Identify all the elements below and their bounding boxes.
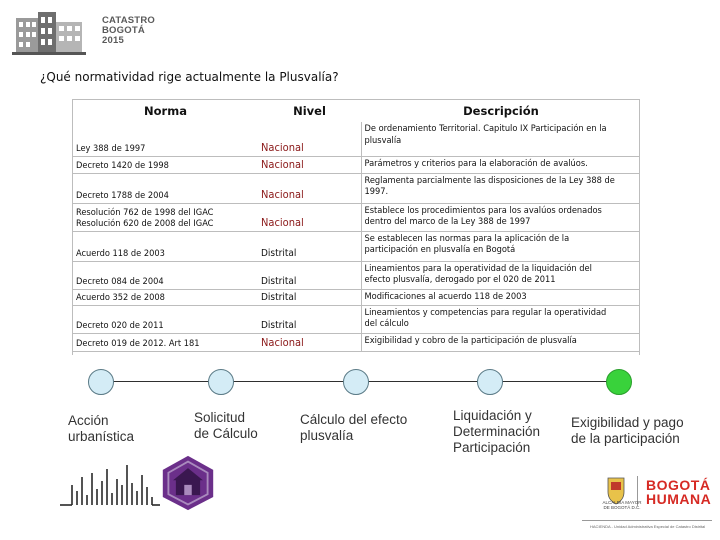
norma-text: Acuerdo 352 de 2008: [76, 292, 165, 303]
cell-descripcion: [361, 261, 640, 289]
hexagon-house-icon: [160, 454, 216, 512]
cell-norma: [73, 156, 258, 173]
nivel-text: Distrital: [261, 248, 297, 259]
timeline-label-line: urbanística: [68, 429, 135, 444]
nivel-text: Nacional: [261, 158, 304, 171]
timeline-label-line: Exigibilidad y pago: [571, 415, 684, 430]
timeline-node-4[interactable]: [477, 369, 503, 395]
cell-norma: [73, 305, 258, 333]
table-row: [73, 261, 640, 289]
cell-descripcion: [361, 231, 640, 261]
norma-text: Decreto 019 de 2012. Art 181: [76, 338, 200, 349]
table-row: [73, 333, 640, 351]
nivel-text: Distrital: [261, 276, 297, 287]
norma-text: Acuerdo 118 de 2003: [76, 248, 165, 259]
header-nivel: Nivel: [293, 104, 326, 118]
descripcion-text: dentro del marco de la Ley 388 de 1997: [364, 216, 531, 227]
header-norma: Norma: [144, 104, 187, 118]
descripcion-text: efecto plusvalía, derogado por el 020 de 2011: [364, 274, 556, 285]
building-icon: [12, 8, 90, 56]
nivel-text: Distrital: [261, 320, 297, 331]
descripcion-text: participación en plusvalía en Bogotá: [364, 244, 516, 255]
cell-nivel: [258, 173, 361, 203]
descripcion-text: Lineamientos y competencias para regular la operatividad: [364, 306, 607, 318]
norma-text: Ley 388 de 1997: [76, 143, 146, 154]
descripcion-text: Lineamientos para la operatividad de la liquidación del: [364, 262, 592, 274]
nivel-text: Nacional: [261, 336, 304, 349]
timeline-node-5[interactable]: [606, 369, 632, 395]
timeline-node-1[interactable]: [88, 369, 114, 395]
cell-nivel: [258, 231, 361, 261]
cell-descripcion: [361, 289, 640, 305]
cell-descripcion: [361, 333, 640, 351]
descripcion-text: 1997.: [364, 186, 389, 197]
cell-nivel: [258, 289, 361, 305]
table-row: [73, 173, 640, 203]
timeline-label-line: Liquidación y: [453, 408, 532, 423]
footer-divider: [582, 520, 712, 521]
table-row: [73, 231, 640, 261]
timeline-node-3[interactable]: [343, 369, 369, 395]
table-row: [73, 289, 640, 305]
nivel-text: Nacional: [261, 141, 304, 154]
descripcion-text: Exigibilidad y cobro de la participación de plusvalía: [364, 334, 577, 346]
cell-norma: [73, 122, 258, 156]
nivel-text: Distrital: [261, 292, 297, 303]
timeline-label-line: Determinación: [453, 424, 541, 439]
cell-norma: [73, 289, 258, 305]
cell-norma: [73, 261, 258, 289]
footer-note: HACIENDA - Unidad Administrativa Especial de Catastro Distrital: [590, 524, 706, 529]
timeline-label-4: [453, 408, 540, 456]
norma-text: Decreto 1788 de 2004: [76, 190, 169, 201]
cell-descripcion: [361, 305, 640, 333]
table-row: [73, 122, 640, 156]
norma-text: Decreto 020 de 2011: [76, 320, 164, 331]
cell-descripcion: [361, 173, 640, 203]
cell-norma: [73, 203, 258, 231]
page-title: ¿Qué normatividad rige actualmente la Plusvalía?: [40, 70, 339, 84]
descripcion-text: del cálculo: [364, 318, 409, 329]
nivel-text: Nacional: [261, 188, 304, 201]
cell-norma: [73, 333, 258, 351]
timeline-label-line: Cálculo del efecto: [300, 412, 408, 427]
table-row: [73, 305, 640, 333]
cell-descripcion: [361, 156, 640, 173]
norma-text: Decreto 1420 de 1998: [76, 160, 169, 171]
cell-nivel: [258, 156, 361, 173]
timeline-node-2[interactable]: [208, 369, 234, 395]
timeline-label-line: Solicitud: [194, 410, 246, 425]
bogota-humana-logo: BOGOTÁ HUMANA: [646, 477, 712, 507]
cell-norma: [73, 173, 258, 203]
table-header-row: [73, 100, 640, 122]
norma-text: Resolución 620 de 2008 del IGAC: [76, 218, 214, 229]
descripcion-text: Se establecen las normas para la aplicación de la: [364, 232, 570, 244]
catastro-logo: [12, 8, 172, 56]
cell-nivel: [258, 305, 361, 333]
descripcion-text: Establece los procedimientos para los avalúos ordenados: [364, 204, 602, 216]
cell-norma: [73, 231, 258, 261]
logo-text: CATASTRO BOGOTÁ 2015: [102, 15, 155, 46]
table-row: [73, 156, 640, 173]
timeline-label-line: Participación: [453, 440, 531, 455]
timeline-label-line: Acción: [68, 413, 109, 428]
timeline-label-2: [194, 410, 258, 442]
timeline-label-line: de Cálculo: [194, 426, 258, 441]
alcaldia-label: ALCALDÍA MAYOR DE BOGOTÁ D.C.: [602, 500, 642, 510]
cell-descripcion: [361, 122, 640, 156]
timeline-label-5: [571, 415, 684, 447]
timeline-label-line: plusvalía: [300, 428, 354, 443]
cell-descripcion: [361, 203, 640, 231]
timeline-label-line: de la participación: [571, 431, 680, 446]
descripcion-text: Reglamenta parcialmente las disposiciones de la Ley 388 de: [364, 174, 615, 186]
cell-nivel: [258, 333, 361, 351]
nivel-text: Nacional: [261, 216, 304, 229]
table-row: [73, 203, 640, 231]
cell-nivel: [258, 203, 361, 231]
norma-text: Decreto 084 de 2004: [76, 276, 164, 287]
descripcion-text: Parámetros y criterios para la elaboración de avalúos.: [364, 157, 588, 169]
regulation-table: [72, 99, 640, 355]
cell-nivel: [258, 261, 361, 289]
norma-text: Resolución 762 de 1998 del IGAC: [76, 206, 214, 218]
timeline-label-3: [300, 412, 407, 444]
timeline-label-1: [68, 413, 134, 445]
header-descripcion: Descripción: [463, 104, 539, 118]
cell-nivel: [258, 122, 361, 156]
descripcion-text: De ordenamiento Territorial. Capitulo IX Participación en la: [364, 123, 607, 134]
descripcion-text: Modificaciones al acuerdo 118 de 2003: [364, 290, 527, 302]
descripcion-text: plusvalía: [364, 134, 402, 146]
